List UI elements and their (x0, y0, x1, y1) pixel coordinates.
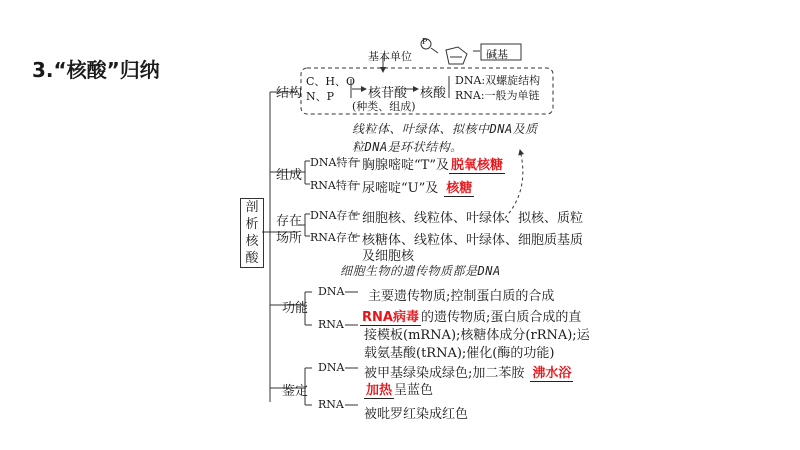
nucleotide-label: 核苷酸 (368, 86, 408, 101)
dna-identification-answer1: 沸水浴 (530, 362, 573, 382)
dna-exists-label: DNA存在 (310, 209, 359, 222)
rna-answer: 核糖 (444, 177, 474, 197)
composition-label: 组成 (276, 168, 303, 183)
unit-label: 基本单位 (368, 50, 412, 63)
identification-label: 鉴定 (282, 384, 309, 399)
dna-answer: 脱氧核糖 (449, 154, 505, 174)
rna-composition (362, 177, 474, 197)
rna-location-line1: 核糖体、线粒体、叶绿体、细胞质基质 (362, 233, 584, 248)
dna-specific-label: DNA特有 (310, 156, 359, 169)
rna-identification-text: 被吡罗红染成红色 (364, 407, 469, 422)
dna-structure: DNA:双螺旋结构 (455, 74, 541, 87)
dna-identification-text2: 呈蓝色 (394, 383, 434, 398)
page-title: 3.“核酸”归纳 (32, 58, 160, 82)
structure-label: 结构 (276, 86, 303, 101)
rna-specific-label: RNA特有 (310, 179, 358, 192)
rna-location-line2: 及细胞核 (362, 249, 415, 264)
handwritten-note-1: 线粒体、叶绿体、拟核中DNA及质 (352, 122, 538, 136)
handwritten-note-3: 细胞生物的遗传物质都是DNA (340, 264, 501, 278)
rna-function-line1 (360, 306, 581, 326)
dna-function-text: 主要遗传物质;控制蛋白质的合成 (368, 289, 555, 304)
function-rna-label: RNA (318, 318, 344, 331)
rna-function-answer: RNA病毒 (360, 306, 421, 326)
handwritten-note-2: 粒DNA是环状结构。 (352, 140, 463, 154)
phosphate-label: P (422, 37, 428, 46)
dna-identification-line2 (364, 379, 433, 399)
location-label-1: 存在 (276, 214, 303, 229)
elements-line2: N、P (306, 90, 335, 103)
rna-function-text1: 的遗传物质;蛋白质合成的直 (420, 310, 582, 325)
identification-dna-label: DNA (318, 361, 345, 374)
dna-identification-text: 被甲基绿染成绿色;加二苯胺 (364, 366, 525, 381)
elements-line1: C、H、O (306, 75, 356, 88)
function-label: 功能 (282, 301, 309, 316)
dna-composition (362, 154, 505, 174)
dna-composition-text: 胸腺嘧啶“T”及 (362, 158, 449, 173)
rna-exists-label: RNA存在 (310, 231, 358, 244)
identification-rna-label: RNA (318, 398, 344, 411)
root-node: 剖析核酸 (240, 198, 264, 268)
variety-label: (种类、组成) (352, 100, 416, 113)
function-dna-label: DNA (318, 285, 345, 298)
base-label: 碱基 (486, 48, 508, 61)
rna-function-line3: 载氨基酸(tRNA);催化(酶的功能) (364, 346, 555, 361)
rna-function-line2: 接模板(mRNA);核糖体成分(rRNA);运 (364, 328, 590, 343)
rna-structure: RNA:一般为单链 (455, 89, 540, 102)
rna-composition-text: 尿嘧啶“U”及 (362, 181, 439, 196)
dna-location-text: 细胞核、线粒体、叶绿体、拟核、质粒 (362, 211, 584, 226)
nucleic-acid-label: 核酸 (420, 86, 447, 101)
location-label-2: 场所 (276, 231, 303, 246)
dna-identification-answer2: 加热 (364, 379, 394, 399)
